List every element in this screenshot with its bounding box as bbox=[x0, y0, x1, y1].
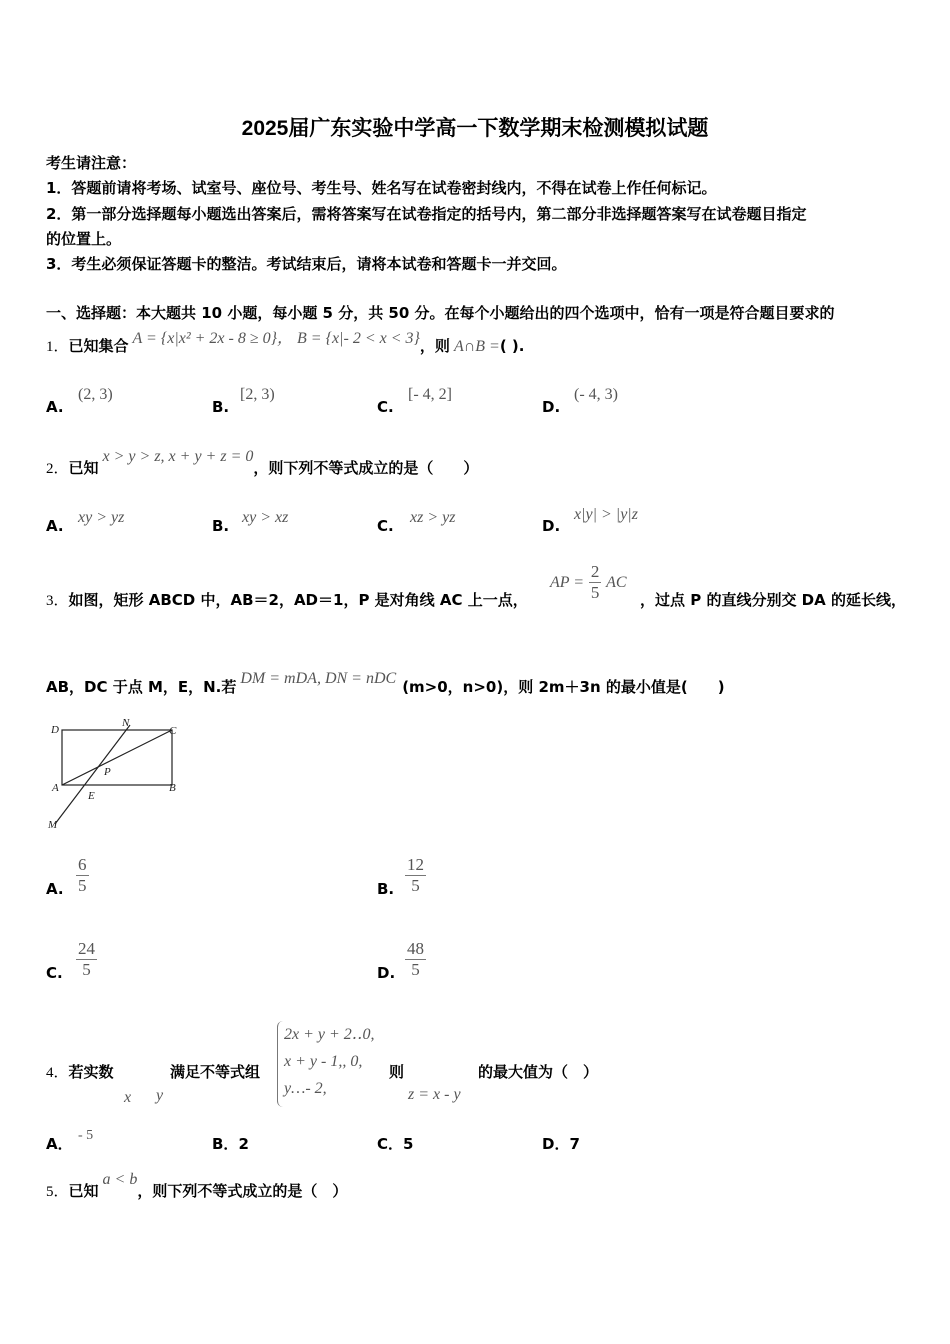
label-b: B bbox=[169, 782, 176, 794]
option-d[interactable]: D. bbox=[542, 517, 561, 535]
label-d: D bbox=[51, 724, 59, 736]
question-text: ，则下列不等式成立的是（ ） bbox=[253, 459, 479, 477]
option-a-fraction: $\frac{6}{5}$ bbox=[78, 855, 87, 895]
label-e: E bbox=[88, 790, 95, 802]
label-n: N bbox=[122, 717, 130, 729]
ap-vector-formula: AP = $\frac{2}{5}$ AC bbox=[550, 562, 627, 602]
option-d-value: (- 4, 3) bbox=[574, 386, 618, 403]
option-d[interactable]: D．7 bbox=[542, 1135, 580, 1153]
option-c[interactable]: C. bbox=[377, 398, 394, 416]
page-title: 2025届广东实验中学高一下数学期末检测模拟试题 bbox=[241, 117, 709, 140]
question-3-line-1 bbox=[46, 589, 528, 610]
question-4 bbox=[46, 1061, 114, 1082]
question-text: 已知集合 bbox=[68, 337, 129, 355]
option-b-fraction: $\frac{12}{5}$ bbox=[407, 855, 424, 895]
set-b-formula: B = {x|- 2 < x < 3} bbox=[297, 330, 420, 347]
question-1 bbox=[46, 330, 525, 356]
notice-item: 2．第一部分选择题每小题选出答案后，需将答案写在试卷指定的括号内，第二部分非选择题答案写在试卷题目指定 bbox=[46, 205, 807, 223]
option-d[interactable]: D. bbox=[377, 964, 396, 982]
notice-heading: 考生请注意： bbox=[46, 154, 137, 172]
option-a-value: xy > yz bbox=[78, 509, 125, 526]
option-b[interactable]: B. bbox=[377, 880, 395, 898]
notice-item: 的位置上。 bbox=[46, 230, 122, 248]
option-d-value: x|y| > |y|z bbox=[574, 506, 638, 523]
option-b-value: [2, 3) bbox=[240, 386, 275, 403]
option-d-fraction: $\frac{48}{5}$ bbox=[407, 939, 424, 979]
question-text: ，则下列不等式成立的是（ ） bbox=[137, 1182, 348, 1200]
option-a[interactable]: A． bbox=[46, 1135, 73, 1153]
line-mn bbox=[55, 725, 130, 824]
set-a-formula: A = {x|x² + 2x - 8 ≥ 0}， bbox=[132, 330, 294, 347]
question-3-line-2 bbox=[46, 670, 725, 697]
intersection-formula: A∩B = bbox=[453, 338, 500, 355]
question-text: 则 bbox=[389, 1063, 405, 1081]
inequality-system: 2x + y + 2‥0, x + y - 1,, 0, y…- 2, bbox=[277, 1021, 374, 1107]
option-c-fraction: $\frac{24}{5}$ bbox=[78, 939, 95, 979]
option-a[interactable]: A. bbox=[46, 517, 64, 535]
question-2 bbox=[46, 448, 479, 478]
option-b-value: xy > xz bbox=[242, 509, 289, 526]
variable-y: y bbox=[156, 1087, 164, 1104]
label-a: A bbox=[52, 782, 59, 794]
notice-item: 1．答题前请将考场、试室号、座位号、考生号、姓名写在试卷密封线内，不得在试卷上作任何标记。 bbox=[46, 179, 717, 197]
question-text: (m>0，n>0)，则 2m＋3n 的最小值是( ) bbox=[402, 678, 725, 696]
condition-formula: a < b bbox=[102, 1171, 138, 1188]
option-b[interactable]: B. bbox=[212, 517, 230, 535]
question-text: 如图，矩形 ABCD 中，AB＝2，AD＝1，P 是对角线 AC 上一点， bbox=[68, 591, 528, 609]
question-5 bbox=[46, 1171, 348, 1201]
option-d[interactable]: D. bbox=[542, 398, 561, 416]
question-number: 1． bbox=[46, 339, 69, 355]
question-text: AB，DC 于点 M，E，N.若 bbox=[46, 678, 237, 696]
option-a[interactable]: A. bbox=[46, 398, 64, 416]
question-text: ，过点 P 的直线分别交 DA 的延长线， bbox=[640, 591, 906, 609]
condition-formula: x > y > z, x + y + z = 0 bbox=[102, 448, 254, 465]
question-text: 已知 bbox=[68, 1182, 99, 1200]
question-text: ，则 bbox=[419, 337, 450, 355]
option-b[interactable]: B．2 bbox=[212, 1135, 249, 1153]
question-text: 满足不等式组 bbox=[170, 1063, 261, 1081]
option-a-value: - 5 bbox=[78, 1128, 94, 1143]
option-a-value: (2, 3) bbox=[78, 386, 113, 403]
notice-item: 3．考生必须保证答题卡的整洁。考试结束后，请将本试卷和答题卡一并交回。 bbox=[46, 255, 567, 273]
question-number: 2． bbox=[46, 461, 69, 477]
option-c-value: [- 4, 2] bbox=[408, 386, 452, 403]
option-c[interactable]: C. bbox=[377, 517, 394, 535]
section-heading: 一、选择题：本大题共 10 小题，每小题 5 分，共 50 分。在每个小题给出的四个选项中，恰有一项是符合题目要求的 bbox=[46, 304, 835, 322]
variable-x: x bbox=[124, 1089, 132, 1106]
question-text: 的最大值为（ ） bbox=[478, 1063, 599, 1081]
condition-formula: DM = mDA, DN = nDC bbox=[240, 670, 397, 687]
label-p: P bbox=[104, 766, 111, 778]
question-text: 已知 bbox=[68, 459, 99, 477]
option-c[interactable]: C. bbox=[46, 964, 63, 982]
label-m: M bbox=[48, 819, 58, 831]
option-c-value: xz > yz bbox=[410, 509, 456, 526]
question-number: 5． bbox=[46, 1184, 69, 1200]
question-number: 4． bbox=[46, 1065, 69, 1081]
question-number: 3． bbox=[46, 593, 69, 609]
option-c[interactable]: C．5 bbox=[377, 1135, 414, 1153]
option-b[interactable]: B. bbox=[212, 398, 230, 416]
diagonal-ac bbox=[62, 730, 172, 785]
answer-bracket: ( ). bbox=[499, 337, 525, 355]
option-a[interactable]: A. bbox=[46, 880, 64, 898]
question-text: 若实数 bbox=[68, 1063, 114, 1081]
rectangle-figure bbox=[44, 714, 194, 832]
label-c: C bbox=[169, 725, 177, 737]
objective-formula: z = x - y bbox=[408, 1086, 461, 1103]
